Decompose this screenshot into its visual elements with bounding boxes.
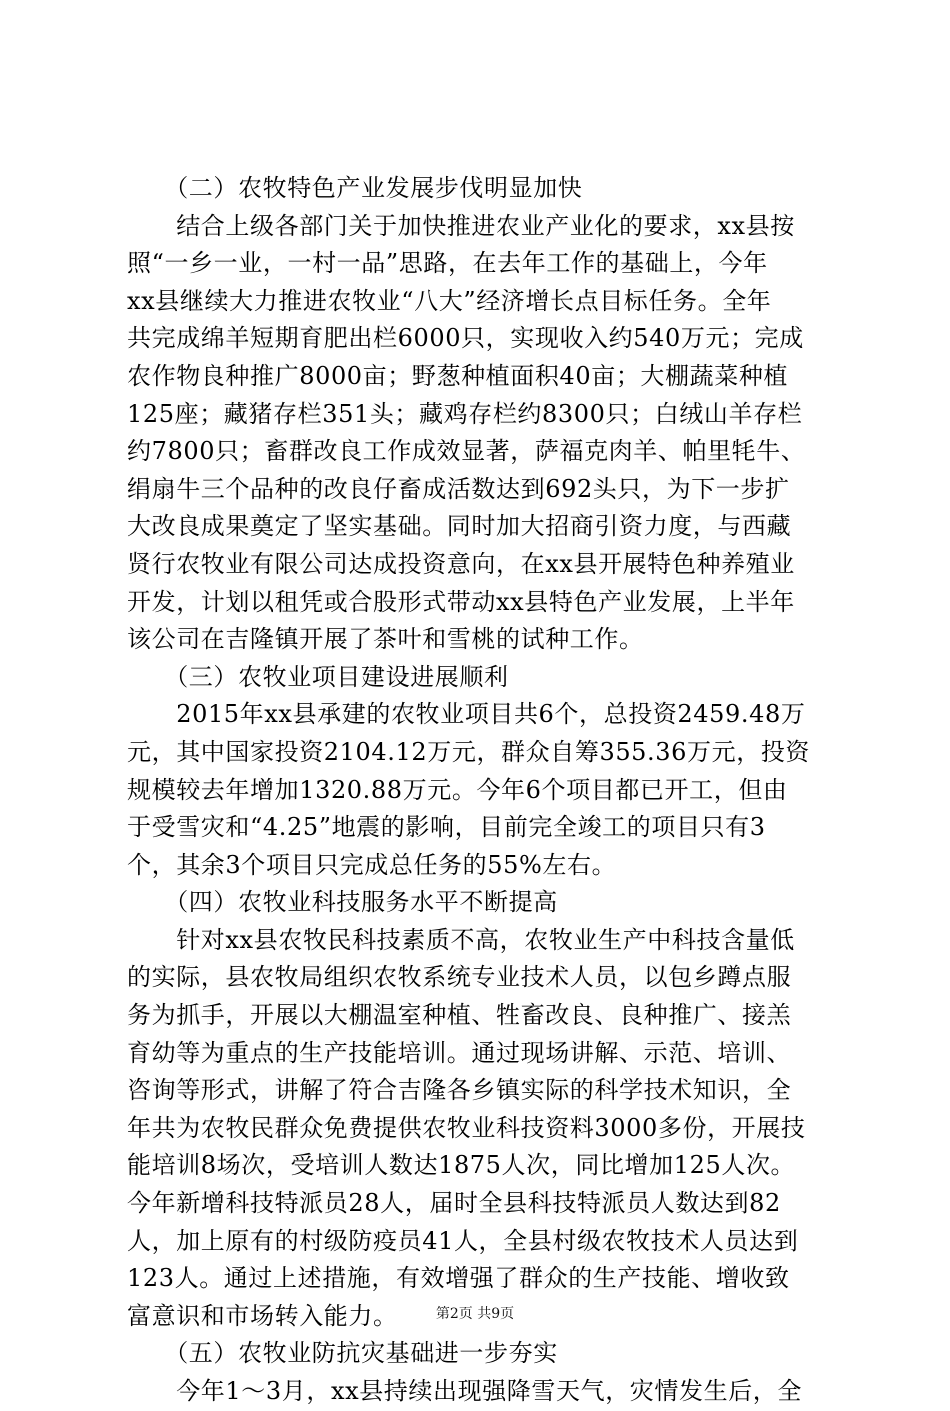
section-heading: （五）农牧业防抗灾基础进一步夯实 (127, 1339, 558, 1368)
paragraph-line: 大改良成果奠定了坚实基础。同时加大招商引资力度，与西藏 (127, 512, 792, 541)
paragraph-line: 咨询等形式，讲解了符合吉隆各乡镇实际的科学技术知识，全 (127, 1076, 792, 1105)
paragraph-line: 结合上级各部门关于加快推进农业产业化的要求，xx县按 (127, 211, 795, 240)
section-heading: （三）农牧业项目建设进展顺利 (127, 662, 509, 691)
paragraph-line: 123人。通过上述措施，有效增强了群众的生产技能、增收致 (127, 1264, 790, 1293)
page-number-footer: 第2页 共9页 (435, 1306, 515, 1322)
paragraph-line: 照“一乡一业，一村一品”思路，在去年工作的基础上，今年 (127, 249, 768, 278)
paragraph-line: 开发，计划以租凭或合股形式带动xx县特色产业发展，上半年 (127, 587, 795, 616)
paragraph-line: 务为抓手，开展以大棚温室种植、牲畜改良、良种推广、接羔 (127, 1001, 792, 1030)
paragraph-line: 125座；藏猪存栏351头；藏鸡存栏约8300只；白绒山羊存栏 (127, 399, 803, 428)
paragraph-line: 育幼等为重点的生产技能培训。通过现场讲解、示范、培训、 (127, 1038, 792, 1067)
paragraph-line: 规模较去年增加1320.88万元。今年6个项目都已开工，但由 (127, 775, 788, 804)
paragraph-line: 绢扇牛三个品种的改良仔畜成活数达到692头只，为下一步扩 (127, 474, 790, 503)
paragraph-line: 于受雪灾和“4.25”地震的影响，目前完全竣工的项目只有3 (127, 813, 766, 842)
paragraph-line: 的实际，县农牧局组织农牧系统专业技术人员，以包乡蹲点服 (127, 963, 792, 992)
section-heading: （四）农牧业科技服务水平不断提高 (127, 888, 558, 917)
paragraph-line: xx县继续大力推进农牧业“八大”经济增长点目标任务。全年 (127, 286, 772, 315)
paragraph-line: 元，其中国家投资2104.12万元，群众自筹355.36万元，投资 (127, 737, 811, 766)
paragraph-line: 富意识和市场转入能力。 (127, 1301, 398, 1330)
paragraph-line: 针对xx县农牧民科技素质不高，农牧业生产中科技含量低 (127, 925, 795, 954)
paragraph-line: 2015年xx县承建的农牧业项目共6个，总投资2459.48万 (127, 700, 806, 729)
paragraph-line: 今年1～3月，xx县持续出现强降雪天气，灾情发生后，全 (127, 1377, 803, 1405)
paragraph-line: 人，加上原有的村级防疫员41人，全县村级农牧技术人员达到 (127, 1226, 799, 1255)
paragraph-line: 贤行农牧业有限公司达成投资意向，在xx县开展特色种养殖业 (127, 549, 795, 578)
paragraph-line: 农作物良种推广8000亩；野葱种植面积40亩；大棚蔬菜种植 (127, 361, 789, 390)
paragraph-line: 共完成绵羊短期育肥出栏6000只，实现收入约540万元；完成 (127, 324, 804, 353)
document-body (127, 170, 833, 1411)
paragraph-line: 个，其余3个项目只完成总任务的55%左右。 (127, 850, 617, 879)
paragraph-line: 能培训8场次，受培训人数达1875人次，同比增加125人次。 (127, 1151, 796, 1180)
section-heading: （二）农牧特色产业发展步伐明显加快 (127, 174, 583, 202)
paragraph-line: 该公司在吉隆镇开展了茶叶和雪桃的试种工作。 (127, 625, 644, 654)
paragraph-line: 今年新增科技特派员28人，届时全县科技特派员人数达到82 (127, 1189, 781, 1218)
paragraph-line: 约7800只；畜群改良工作成效显著，萨福克肉羊、帕里牦牛、 (127, 437, 806, 466)
paragraph-line: 年共为农牧民群众免费提供农牧业科技资料3000多份，开展技 (127, 1113, 806, 1142)
